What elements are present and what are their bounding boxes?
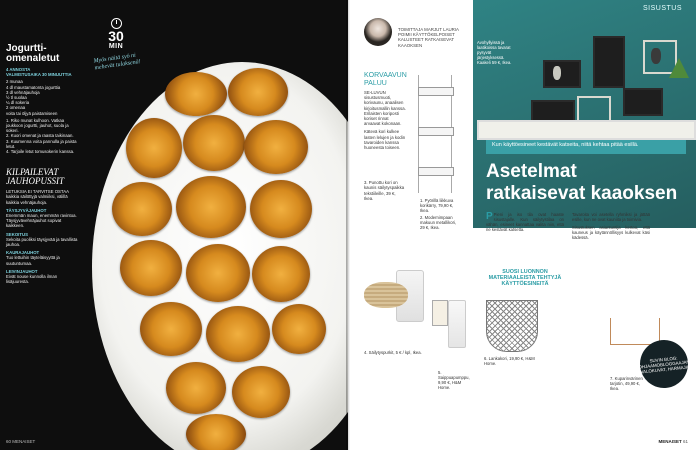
author-photo <box>364 18 392 46</box>
trolley-image <box>418 75 452 193</box>
product-caption: 1. Pyörillä liikkuva korikärry, 79,90 €, Ikea. <box>420 198 454 213</box>
ingredient-item: voita tai öljyä paistamiseen <box>6 110 58 116</box>
handwritten-note: Myös näitä syö ni mehevät tulaksenä! <box>93 52 142 72</box>
sidebar-body: Kätevä kori kulkee lasten lelujen ja kodin tavaroiden kanssa huoneesta toiseen. <box>364 129 406 151</box>
apple-fritter <box>272 304 326 354</box>
product-caption: 4. Säilytyspurkit, 5 € / kpl, Ikea. <box>364 350 422 355</box>
flour-entry <box>6 208 78 229</box>
sidebar-lead: SE-LUVUN sisustusmuoti, korivaunu, anaalisen kirjoitusmallin kanssa. Erilaisten koriposti koriset rinnat arvaavat kokonaan. <box>364 90 406 127</box>
sticker-text: SUVIN BLOG: OHJAAMOBLOGGAAJAN VALOKUVAT, HARMAJA <box>638 355 690 374</box>
method-list <box>6 118 78 154</box>
sidebar-kicker: KORVAAVUN PALUU <box>364 72 407 87</box>
flour-entry <box>6 250 78 266</box>
apple-fritter <box>165 72 227 116</box>
vase <box>651 48 661 64</box>
soap-dispenser-image <box>448 300 466 348</box>
vase <box>553 66 561 80</box>
copper-tray-image <box>610 318 660 345</box>
body-paragraph: Sisustuksen asiantuntija kertoo, että kauneus ja käytännöllisyys kulkevat käsi kädessä. <box>572 225 650 240</box>
product-caption: 7. Kuparinvärinen tarjotin, 49,90 €, Ikea. <box>610 376 643 391</box>
plant <box>669 58 689 78</box>
product-caption: 5. Saippuapumppu, 9,90 €, H&M Home. <box>438 370 470 390</box>
product-caption: 6. Lankakori, 19,90 €, H&M Home. <box>484 356 535 366</box>
magazine-name: MENAISET <box>658 439 682 444</box>
body-paragraph: Pieni ja iso tila ovat haaste sisustajalle. Kun säilytystilaa on vähän, esineet kannattaa valita niin, että ne kestävät katsetta. <box>486 212 564 232</box>
ingredient-item: 2 omenaa <box>6 105 26 111</box>
flour-text: Tuo lettuihin täyteläisyyttä ja suutuntumaa. <box>6 255 60 266</box>
right-page <box>348 0 696 450</box>
apple-fritter <box>232 366 290 418</box>
wall-shelf <box>593 36 625 88</box>
apple-fritter <box>244 120 308 174</box>
method-step: 4. Tarjoile letut tomusokerin kanssa. <box>6 149 75 155</box>
time-badge <box>102 18 130 50</box>
apple-fritter <box>228 68 288 116</box>
wall-shelf <box>623 88 663 116</box>
ingredient-item: 2 munaa <box>6 79 23 85</box>
ingredient-item: 4 dl maustamatonta jogurttia <box>6 84 61 90</box>
apple-fritter <box>120 240 182 296</box>
flour-heading: SEKOITUS <box>6 231 28 237</box>
ingredient-item: ½ tl suolaa <box>6 95 27 101</box>
body-paragraph: Tavaroita voi asetella ryhmiksi ja jättää esille, kun ne ovat kauniita ja toimivia. <box>572 212 650 222</box>
wire-basket-image <box>486 300 538 352</box>
banner-text: Kun käyttöesineet kestävät katseita, niitä kehtaa pitää esillä. <box>492 142 639 148</box>
storage-jar-image <box>432 300 448 326</box>
timer-number: 30 <box>108 28 124 44</box>
flour-heading: TÄYSJYVÄJAUHOT <box>6 207 47 213</box>
page-number: 61 <box>682 439 688 444</box>
flour-text: Sekoita puoliksi täysjyvää ja tavallista jauhoa. <box>6 236 78 248</box>
woven-basket-image <box>364 282 408 308</box>
flour-text: Eivät nouse kunnolla ilman lisäjuuresta. <box>6 274 58 285</box>
headline-line-1: Asetelmat <box>486 161 577 182</box>
flour-heading: KAURAJAUHOT <box>6 250 40 256</box>
wall-shelf <box>543 60 581 88</box>
apple-fritter <box>183 115 245 171</box>
section-intro: LETUKSIA EI TARVITSE OSTAA kaikkia säilöttyjä valmiiksi, välillä kaikkia vehnäjauhoja. <box>6 189 69 205</box>
page-gutter <box>346 0 350 450</box>
clock-icon <box>111 18 122 29</box>
method-step: 1. Riko munat kulhoon. Vatkaa joukkoon jogurtti, jauhot, suola ja sokeri. <box>6 117 69 134</box>
recipe-time: VALMISTUSAIKA 30 MINUUTTIA <box>6 72 72 78</box>
right-footer <box>658 439 688 444</box>
flour-entry <box>6 232 78 248</box>
ingredient-list <box>6 79 78 115</box>
product-caption: 3. Punottu kori on kaunis säilytyspaikka tekstiileille, 39 €, Ikea. <box>364 180 405 201</box>
timer-unit: MIN <box>108 43 124 50</box>
apple-fritter <box>186 244 250 302</box>
apple-fritter <box>250 180 312 238</box>
flour-text: Enemmän maun, enemmän ravintoa. Täysjyvävehnäjauhot sopivat kaikkeen. <box>6 213 77 229</box>
product-caption: 2. Modernimpaan makuun metallikori, 29 €, Ikea. <box>420 215 457 230</box>
method-step: 3. Kuumenna voita pannulla ja paista letut. <box>6 138 77 149</box>
photo-caption: Avohyllyissä ja laatikoissa tavarat pysyvät järjestyksessä. Kaakeli 59 €, Ikea. <box>477 40 512 65</box>
apple-fritter <box>176 176 246 238</box>
apple-fritter <box>140 302 202 356</box>
headline-line-2: ratkaisevat kaaoksen <box>486 183 678 204</box>
apple-fritter <box>112 182 172 236</box>
recipe-title: Jogurtti-omenaletut <box>6 43 60 64</box>
sideboard <box>477 120 696 140</box>
body-column-2 <box>572 212 650 240</box>
apple-fritter <box>186 414 246 450</box>
apple-fritter <box>206 306 270 362</box>
section-tag: SISUSTUS <box>642 5 682 12</box>
left-footer <box>6 439 35 444</box>
flour-heading: LEIVINJAUHOT <box>6 268 38 274</box>
body-column-1 <box>486 212 564 232</box>
apple-fritter <box>126 118 182 178</box>
recipe-column <box>6 44 78 285</box>
drop-cap: P <box>486 211 493 222</box>
pull-quote: SUOSI LUONNON MATERIAALEISTA TEHTYJÄ KÄYTTÖESINEITÄ <box>488 269 562 288</box>
magazine-name: MENAISET <box>12 439 36 444</box>
page-number: 60 <box>6 439 12 444</box>
flour-entry <box>6 269 78 285</box>
apple-fritter <box>252 246 310 302</box>
method-step: 2. Kuori omenat ja raasta taikinaan. <box>6 133 74 139</box>
ingredient-item: 3 dl vehnäjauhoja <box>6 89 40 95</box>
apple-fritter <box>166 362 226 414</box>
sidebar-column <box>364 72 406 201</box>
author-caption: TOIMITTAJA MARJUT LAURIA POIMII KÄYTTÖKELPOISET KALUSTEET RATKAISEVAT KAAOKSEN <box>398 27 459 48</box>
recipe-servings: 4 ANNOSTA <box>6 67 31 72</box>
ingredient-item: ¼ dl sokeria <box>6 100 30 106</box>
section-title: KILPAILEVAT JAUHOPUSSIT <box>6 167 64 187</box>
